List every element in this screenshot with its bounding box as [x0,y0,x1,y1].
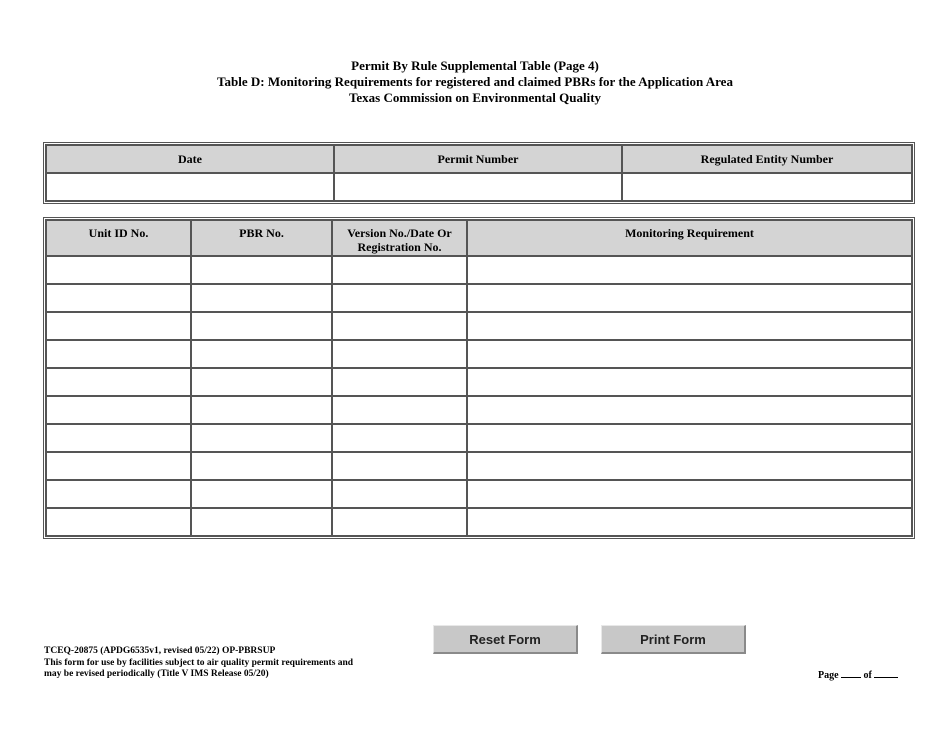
monitoring-requirement-field[interactable] [468,481,911,507]
version-date-field[interactable] [333,313,466,339]
version-date-cell [332,452,467,480]
unit-id-cell [46,508,191,536]
pbr-number-cell [191,368,332,396]
table-row [46,480,912,508]
pbr-number-cell [191,508,332,536]
monitoring-requirement-field[interactable] [468,341,911,367]
monitoring-requirement-cell [467,508,912,536]
version-date-field[interactable] [333,481,466,507]
unit-id-field[interactable] [47,257,190,283]
version-date-field[interactable] [333,369,466,395]
version-date-header: Version No./Date Or Registration No. [332,220,467,256]
monitoring-requirement-field[interactable] [468,313,911,339]
form-note-line2: may be revised periodically (Title V IMS Release 05/20) [44,669,269,679]
unit-id-cell [46,368,191,396]
version-date-cell [332,284,467,312]
monitoring-requirement-cell [467,452,912,480]
permit-number-cell [334,173,622,201]
pbr-number-cell [191,452,332,480]
monitoring-requirement-cell [467,340,912,368]
permit-number-field[interactable] [335,174,621,200]
unit-id-field[interactable] [47,341,190,367]
pbr-number-cell [191,312,332,340]
unit-id-field[interactable] [47,425,190,451]
monitoring-requirement-field[interactable] [468,285,911,311]
regulated-entity-number-header: Regulated Entity Number [622,145,912,173]
table-row [46,368,912,396]
unit-id-field[interactable] [47,453,190,479]
pbr-number-cell [191,256,332,284]
of-label: of [863,670,872,681]
table-row [46,256,912,284]
table-row [46,396,912,424]
unit-id-field[interactable] [47,481,190,507]
monitoring-table-body [46,256,912,536]
unit-id-cell [46,396,191,424]
page-number-blank[interactable] [841,668,861,678]
date-field[interactable] [47,174,333,200]
table-row [46,340,912,368]
total-pages-blank[interactable] [874,668,898,678]
unit-id-cell [46,340,191,368]
monitoring-requirement-field[interactable] [468,397,911,423]
pbr-number-field[interactable] [192,285,331,311]
monitoring-requirement-cell [467,396,912,424]
version-date-cell [332,368,467,396]
unit-id-cell [46,256,191,284]
monitoring-requirement-cell [467,480,912,508]
page-label: Page [818,670,839,681]
version-date-field[interactable] [333,425,466,451]
pbr-number-field[interactable] [192,453,331,479]
monitoring-requirement-cell [467,368,912,396]
unit-id-field[interactable] [47,509,190,535]
monitoring-requirement-cell [467,312,912,340]
monitoring-requirement-header: Monitoring Requirement [467,220,912,256]
form-note-line1: This form for use by facilities subject to air quality permit requirements and [44,657,354,668]
monitoring-requirement-field[interactable] [468,509,911,535]
pbr-number-cell [191,480,332,508]
version-date-cell [332,256,467,284]
form-footer [44,646,353,681]
unit-id-cell [46,480,191,508]
table-row [46,452,912,480]
unit-id-cell [46,284,191,312]
header-agency: Texas Commission on Environmental Quality [348,90,602,105]
monitoring-requirement-cell [467,256,912,284]
page-number [818,668,898,681]
pbr-number-cell [191,340,332,368]
reset-form-button[interactable]: Reset Form [433,625,578,654]
monitoring-requirement-cell [467,424,912,452]
monitoring-requirement-field[interactable] [468,425,911,451]
unit-id-field[interactable] [47,369,190,395]
pbr-number-field[interactable] [192,481,331,507]
unit-id-cell [46,424,191,452]
permit-number-header: Permit Number [334,145,622,173]
unit-id-cell [46,452,191,480]
version-date-field[interactable] [333,509,466,535]
identification-table [43,142,915,204]
table-row [46,312,912,340]
version-date-cell [332,424,467,452]
version-date-field[interactable] [333,341,466,367]
version-date-cell [332,480,467,508]
date-cell [46,173,334,201]
form-id: TCEQ-20875 (APDG6535v1, revised 05/22) OP-PBRSUP [44,646,276,656]
pbr-number-field[interactable] [192,425,331,451]
unit-id-cell [46,312,191,340]
pbr-number-cell [191,396,332,424]
pbr-number-field[interactable] [192,397,331,423]
unit-id-header: Unit ID No. [46,220,191,256]
monitoring-requirements-table [43,217,915,539]
date-header: Date [46,145,334,173]
table-row [46,424,912,452]
version-date-cell [332,312,467,340]
unit-id-field[interactable] [47,313,190,339]
version-date-field[interactable] [333,397,466,423]
pbr-number-field[interactable] [192,341,331,367]
pbr-number-field[interactable] [192,257,331,283]
version-date-cell [332,396,467,424]
table-row [46,284,912,312]
monitoring-requirement-cell [467,284,912,312]
monitoring-requirement-field[interactable] [468,257,911,283]
pbr-number-field[interactable] [192,313,331,339]
version-date-field[interactable] [333,285,466,311]
header-subtitle: Table D: Monitoring Requirements for registered and claimed PBRs for the Application Area [217,74,733,89]
regulated-entity-number-cell [622,173,912,201]
version-date-field[interactable] [333,453,466,479]
pbr-number-cell [191,284,332,312]
version-date-cell [332,340,467,368]
unit-id-field[interactable] [47,397,190,423]
pbr-number-field[interactable] [192,509,331,535]
version-date-field[interactable] [333,257,466,283]
header-title: Permit By Rule Supplemental Table (Page 4) [351,58,599,73]
monitoring-requirement-field[interactable] [468,369,911,395]
pbr-number-field[interactable] [192,369,331,395]
pbr-number-cell [191,424,332,452]
monitoring-requirement-field[interactable] [468,453,911,479]
print-form-button[interactable]: Print Form [601,625,746,654]
regulated-entity-number-field[interactable] [623,174,911,200]
version-date-cell [332,508,467,536]
unit-id-field[interactable] [47,285,190,311]
table-row [46,508,912,536]
form-header [0,58,950,106]
pbr-number-header: PBR No. [191,220,332,256]
